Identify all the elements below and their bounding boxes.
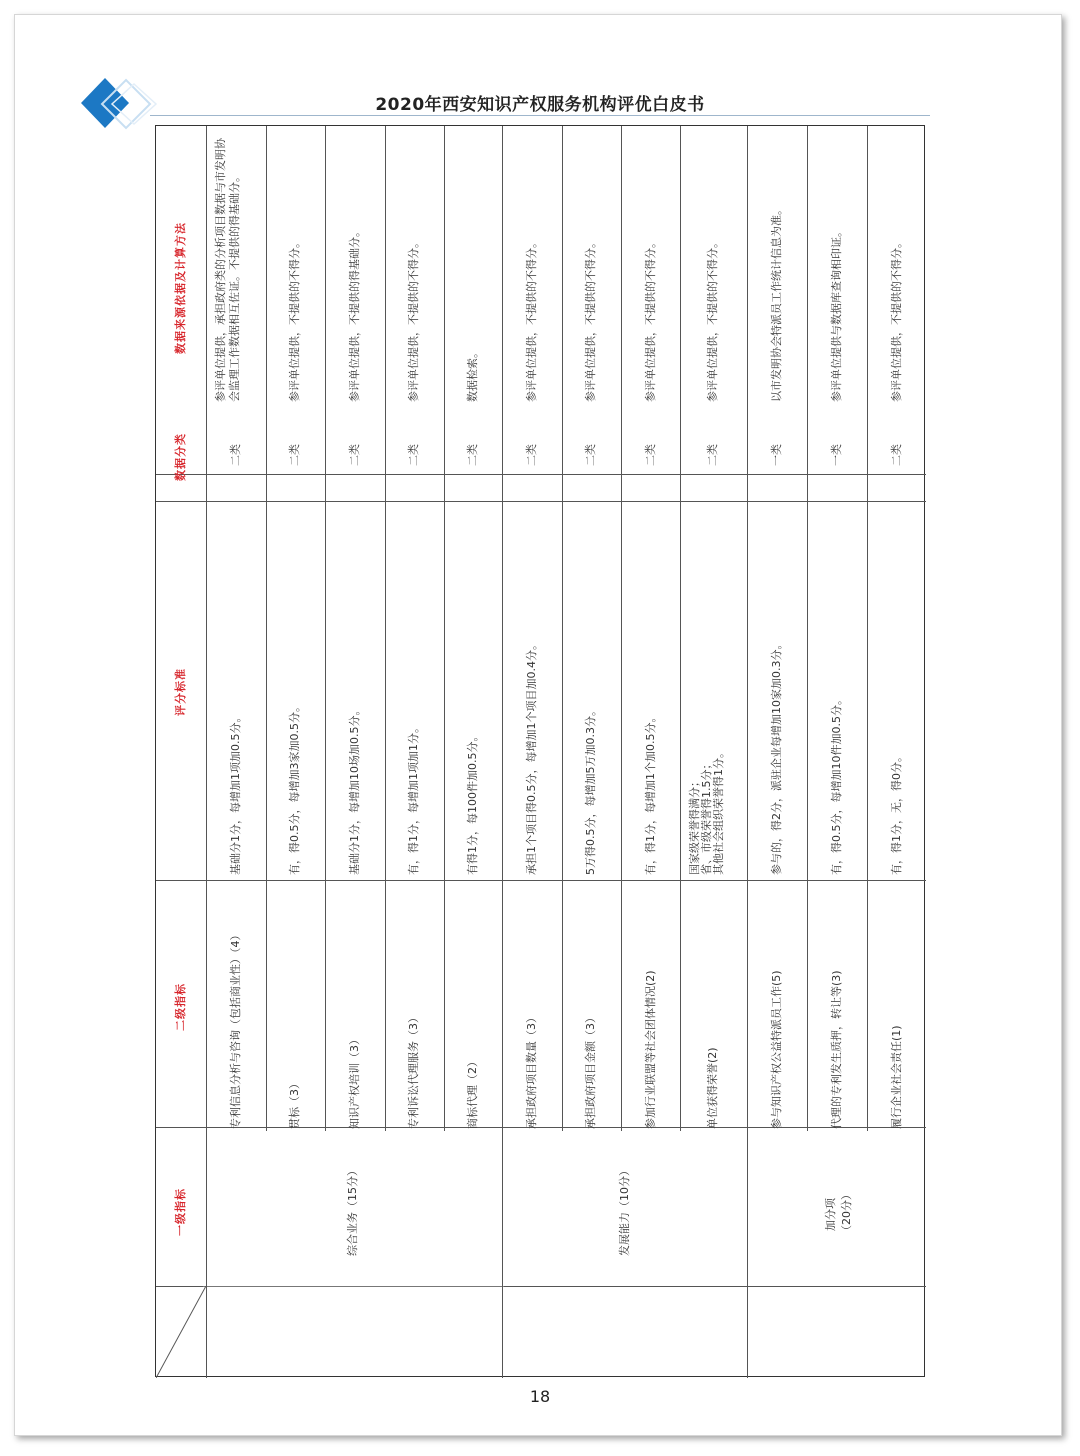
row-7-source: 参评单位提供，不提供的不得分。 xyxy=(644,237,657,402)
row-6-criteria: 5万得0.5分，每增加5万加0.3分。 xyxy=(584,705,597,875)
row-6-source: 参评单位提供，不提供的不得分。 xyxy=(584,237,597,402)
row-divider xyxy=(621,126,622,1131)
header-column-divider xyxy=(206,126,207,1378)
row-divider xyxy=(325,126,326,1131)
group-bonus-line2: （20分） xyxy=(840,1189,853,1236)
header-category: 数据分类 xyxy=(174,433,187,481)
row-divider xyxy=(680,126,681,1131)
row-divider xyxy=(444,126,445,1131)
row-1-source: 参评单位提供，不提供的不得分。 xyxy=(288,237,301,402)
row-10-criteria: 有，得0.5分，每增加10件加0.5分。 xyxy=(830,694,843,875)
group-divider xyxy=(747,126,748,1378)
group-development: 发展能力（10分） xyxy=(618,1165,631,1256)
row-8-criteria-line2: 省、市级荣誉得1.5分； xyxy=(700,758,713,875)
row-5-category: 二类 xyxy=(525,444,538,466)
row-7-category: 二类 xyxy=(644,444,657,466)
group-comprehensive: 综合业务（15分） xyxy=(346,1165,359,1256)
row-5-criteria: 承担1个项目得0.5分，每增加1个项目加0.4分。 xyxy=(525,639,538,875)
row-0-criteria: 基础分1分，每增加1项加0.5分。 xyxy=(229,711,242,875)
header-level1: 一级指标 xyxy=(174,1188,187,1236)
row-0-source: 参评单位提供，承担政府类的分析项目数据与市发明协会监理工作数据相互佐证。不提供的得基础分。 xyxy=(214,138,241,402)
row-4-criteria: 有得1分，每100件加0.5分。 xyxy=(466,730,479,875)
row-2-category: 二类 xyxy=(348,444,361,466)
row-10-category: 一类 xyxy=(830,444,843,466)
row-10-source: 参评单位提供与数据库查询相印证。 xyxy=(830,226,843,402)
row-5-source: 参评单位提供，不提供的不得分。 xyxy=(525,237,538,402)
row-4-source: 数据检索。 xyxy=(466,347,479,402)
row-11-category: 二类 xyxy=(890,444,903,466)
row-8-source: 参评单位提供，不提供的不得分。 xyxy=(706,237,719,402)
evaluation-table xyxy=(155,125,925,1377)
header-level2: 二级指标 xyxy=(174,983,187,1031)
page-number: 18 xyxy=(529,1387,551,1406)
row-3-category: 二类 xyxy=(407,444,420,466)
row-6-indicator: 承担政府项目金额（3） xyxy=(584,1012,597,1129)
row-4-category: 二类 xyxy=(466,444,479,466)
group-divider xyxy=(502,126,503,1378)
row-1-category: 二类 xyxy=(288,444,301,466)
header-source: 数据来源依据及计算方法 xyxy=(174,222,187,354)
row-9-source: 以市发明协会特派员工作统计信息为准。 xyxy=(770,204,783,402)
row-11-indicator: 履行企业社会责任(1) xyxy=(890,1025,903,1129)
row-divider xyxy=(266,126,267,1131)
row-1-indicator: 贯标（3） xyxy=(288,1078,301,1129)
row-10-indicator: 代理的专利发生质押，转让等(3) xyxy=(830,970,843,1129)
row-6-category: 二类 xyxy=(584,444,597,466)
row-11-criteria: 有，得1分，无，得0分。 xyxy=(890,751,903,875)
column-divider xyxy=(156,474,926,475)
row-9-category: 一类 xyxy=(770,444,783,466)
row-divider xyxy=(385,126,386,1131)
column-divider xyxy=(504,1286,926,1287)
row-3-indicator: 专利诉讼代理服务（3） xyxy=(407,1012,420,1129)
row-8-indicator: 单位获得荣誉(2) xyxy=(706,1047,719,1129)
row-7-indicator: 参加行业联盟等社会团体情况(2) xyxy=(644,970,657,1129)
column-divider xyxy=(156,501,926,502)
row-0-category: 二类 xyxy=(229,444,242,466)
row-2-criteria: 基础分1分，每增加10场加0.5分。 xyxy=(348,704,361,875)
row-3-source: 参评单位提供，不提供的不得分。 xyxy=(407,237,420,402)
row-9-indicator: 参与知识产权公益特派员工作(5) xyxy=(770,970,783,1129)
row-divider xyxy=(867,126,868,1131)
document-title: 2020年西安知识产权服务机构评优白皮书 xyxy=(375,95,705,115)
column-divider xyxy=(203,1286,504,1287)
header-criteria: 评分标准 xyxy=(174,668,187,716)
row-7-criteria: 有，得1分，每增加1个加0.5分。 xyxy=(644,711,657,875)
diagonal-corner-line xyxy=(156,1286,206,1378)
row-4-indicator: 商标代理（2） xyxy=(466,1056,479,1129)
row-11-source: 参评单位提供，不提供的不得分。 xyxy=(890,237,903,402)
row-2-indicator: 知识产权培训（3） xyxy=(348,1034,361,1129)
group-bonus-line1: 加分项 xyxy=(824,1198,837,1231)
column-divider xyxy=(156,880,926,881)
row-divider xyxy=(807,126,808,1131)
row-3-criteria: 有，得1分，每增加1项加1分。 xyxy=(407,722,420,875)
row-1-criteria: 有，得0.5分，每增加3家加0.5分。 xyxy=(288,701,301,875)
header-row-divider xyxy=(156,1127,926,1128)
diamond-logo-icon xyxy=(76,74,166,132)
row-2-source: 参评单位提供，不提供的得基础分。 xyxy=(348,226,361,402)
header-divider xyxy=(150,115,930,116)
row-8-category: 二类 xyxy=(706,444,719,466)
row-5-indicator: 承担政府项目数量（3） xyxy=(525,1012,538,1129)
row-divider xyxy=(562,126,563,1131)
row-0-indicator: 专利信息分析与咨询（包括商业性）（4） xyxy=(229,929,242,1129)
row-9-criteria: 参与的，得2分，派驻企业每增加10家加0.3分。 xyxy=(770,638,783,875)
row-8-criteria-line1: 国家级荣誉得满分； xyxy=(688,776,701,875)
row-8-criteria-line3: 其他社会组织荣誉得1分。 xyxy=(712,747,725,875)
